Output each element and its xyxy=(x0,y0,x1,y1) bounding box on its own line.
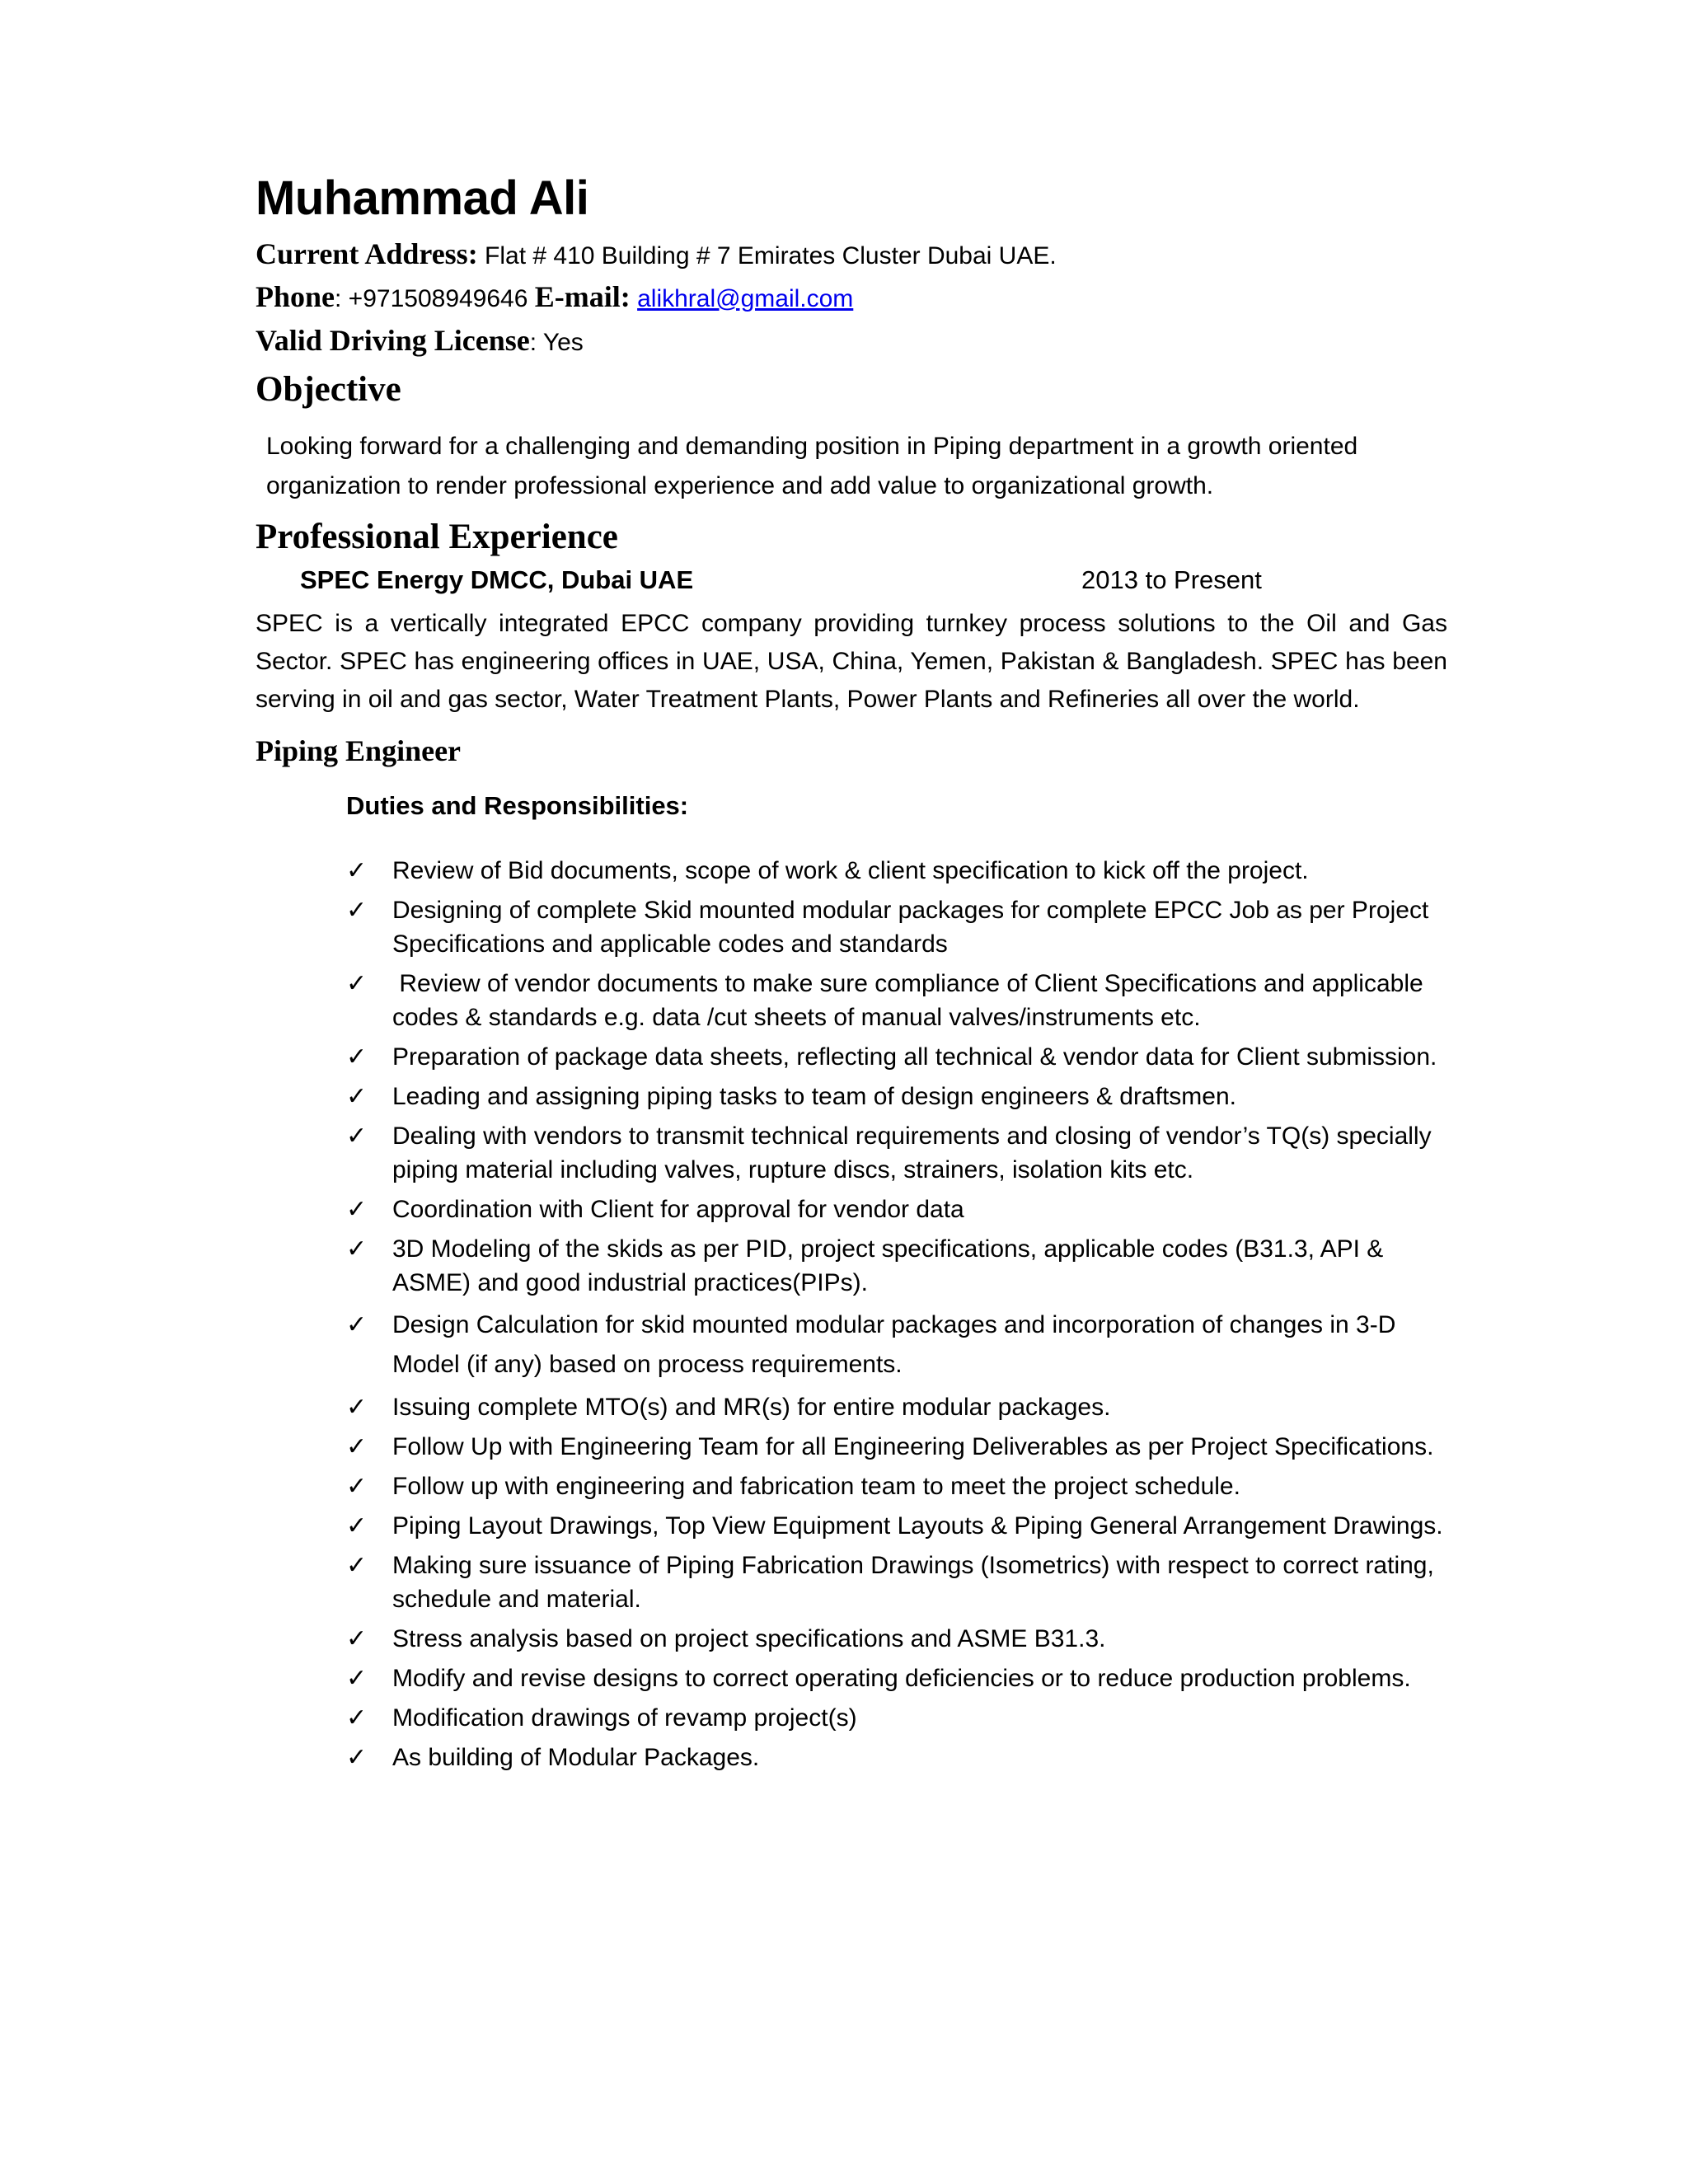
checkmark-icon: ✓ xyxy=(346,1393,368,1422)
checkmark-icon: ✓ xyxy=(346,1743,368,1772)
license-value: : Yes xyxy=(529,329,584,356)
duties-list xyxy=(346,854,1451,1780)
duties-heading: Duties and Responsibilities: xyxy=(346,791,689,820)
address-value: Flat # 410 Building # 7 Emirates Cluster Dubai UAE. xyxy=(485,242,1057,269)
checkmark-icon: ✓ xyxy=(346,1624,368,1653)
phone-label: Phone xyxy=(256,280,335,313)
checkmark-icon: ✓ xyxy=(346,1082,368,1111)
list-item: ✓ Issuing complete MTO(s) and MR(s) for entire modular packages. xyxy=(346,1390,1451,1424)
checkmark-icon: ✓ xyxy=(346,1310,368,1339)
employment-dates: 2013 to Present xyxy=(1081,565,1262,594)
checkmark-icon: ✓ xyxy=(346,1122,368,1151)
list-item: ✓ Leading and assigning piping tasks to team of design engineers & draftsmen. xyxy=(346,1080,1451,1113)
checkmark-icon: ✓ xyxy=(346,856,368,885)
checkmark-icon: ✓ xyxy=(346,1664,368,1693)
address-line xyxy=(256,239,1057,269)
list-item: ✓ Stress analysis based on project specifications and ASME B31.3. xyxy=(346,1622,1451,1656)
checkmark-icon: ✓ xyxy=(346,1235,368,1263)
checkmark-icon: ✓ xyxy=(346,1704,368,1732)
address-label: Current Address: xyxy=(256,237,478,270)
list-item: ✓ Review of Bid documents, scope of work & client specification to kick off the project. xyxy=(346,854,1451,888)
list-item: ✓ Coordination with Client for approval for vendor data xyxy=(346,1193,1451,1226)
list-item: ✓ Designing of complete Skid mounted modular packages for complete EPCC Job as per Project Specifications and applicable codes and standards xyxy=(346,893,1451,961)
list-item: ✓ Making sure issuance of Piping Fabrication Drawings (Isometrics) with respect to correct rating, schedule and material. xyxy=(346,1549,1451,1616)
experience-heading: Professional Experience xyxy=(256,518,618,556)
checkmark-icon: ✓ xyxy=(346,1043,368,1071)
checkmark-icon: ✓ xyxy=(346,1551,368,1580)
list-item: ✓ Review of vendor documents to make sure compliance of Client Specifications and applicable codes & standards e.g. data /cut sheets of manual valves/instruments etc. xyxy=(346,967,1451,1034)
list-item: ✓ 3D Modeling of the skids as per PID, project specifications, applicable codes (B31.3, API & ASME) and good industrial practices(PIPs). xyxy=(346,1232,1451,1300)
company-description: SPEC is a vertically integrated EPCC company providing turnkey process solutions to the Oil and Gas Sector. SPEC has engineering offices in UAE, USA, China, Yemen, Pakistan & Bangladesh. SPEC has been serving in oil and gas sector, Water Treatment Plants, Power Plants and Refineries all over the world. xyxy=(256,610,1447,713)
list-item: ✓ Modification drawings of revamp project(s) xyxy=(346,1701,1451,1735)
list-item: ✓ Follow Up with Engineering Team for all Engineering Deliverables as per Project Specifications. xyxy=(346,1430,1451,1464)
checkmark-icon: ✓ xyxy=(346,896,368,925)
list-item: ✓ As building of Modular Packages. xyxy=(346,1741,1451,1774)
company-row xyxy=(300,567,1273,593)
list-item: ✓ Preparation of package data sheets, reflecting all technical & vendor data for Client submission. xyxy=(346,1040,1451,1074)
contact-line xyxy=(256,282,853,312)
list-item: ✓ Piping Layout Drawings, Top View Equipment Layouts & Piping General Arrangement Drawings. xyxy=(346,1509,1451,1543)
candidate-name: Muhammad Ali xyxy=(256,171,589,225)
list-item: ✓ Follow up with engineering and fabrication team to meet the project schedule. xyxy=(346,1469,1451,1503)
license-label: Valid Driving License xyxy=(256,324,530,357)
objective-heading: Objective xyxy=(256,370,401,409)
list-item: ✓ Modify and revise designs to correct operating deficiencies or to reduce production problems. xyxy=(346,1661,1451,1695)
objective-text: Looking forward for a challenging and demanding position in Piping department in a growth oriented organization to render professional experience and add value to organizational growth. xyxy=(266,433,1358,499)
checkmark-icon: ✓ xyxy=(346,1472,368,1501)
checkmark-icon: ✓ xyxy=(346,1195,368,1224)
list-item: ✓ Design Calculation for skid mounted modular packages and incorporation of changes in 3-D Model (if any) based on process requirements. xyxy=(346,1305,1451,1385)
phone-value: : +971508949646 xyxy=(335,285,528,312)
company-name: SPEC Energy DMCC, Dubai UAE xyxy=(300,565,694,594)
license-line xyxy=(256,326,584,355)
checkmark-icon: ✓ xyxy=(346,1432,368,1461)
role-title: Piping Engineer xyxy=(256,734,462,767)
list-item: ✓ Dealing with vendors to transmit technical requirements and closing of vendor’s TQ(s) specially piping material including valves, rupture discs, strainers, isolation kits etc. xyxy=(346,1119,1451,1187)
email-link[interactable]: alikhral@gmail.com xyxy=(637,285,854,312)
email-label: E-mail: xyxy=(534,280,631,313)
checkmark-icon: ✓ xyxy=(346,1511,368,1540)
checkmark-icon: ✓ xyxy=(346,969,368,998)
